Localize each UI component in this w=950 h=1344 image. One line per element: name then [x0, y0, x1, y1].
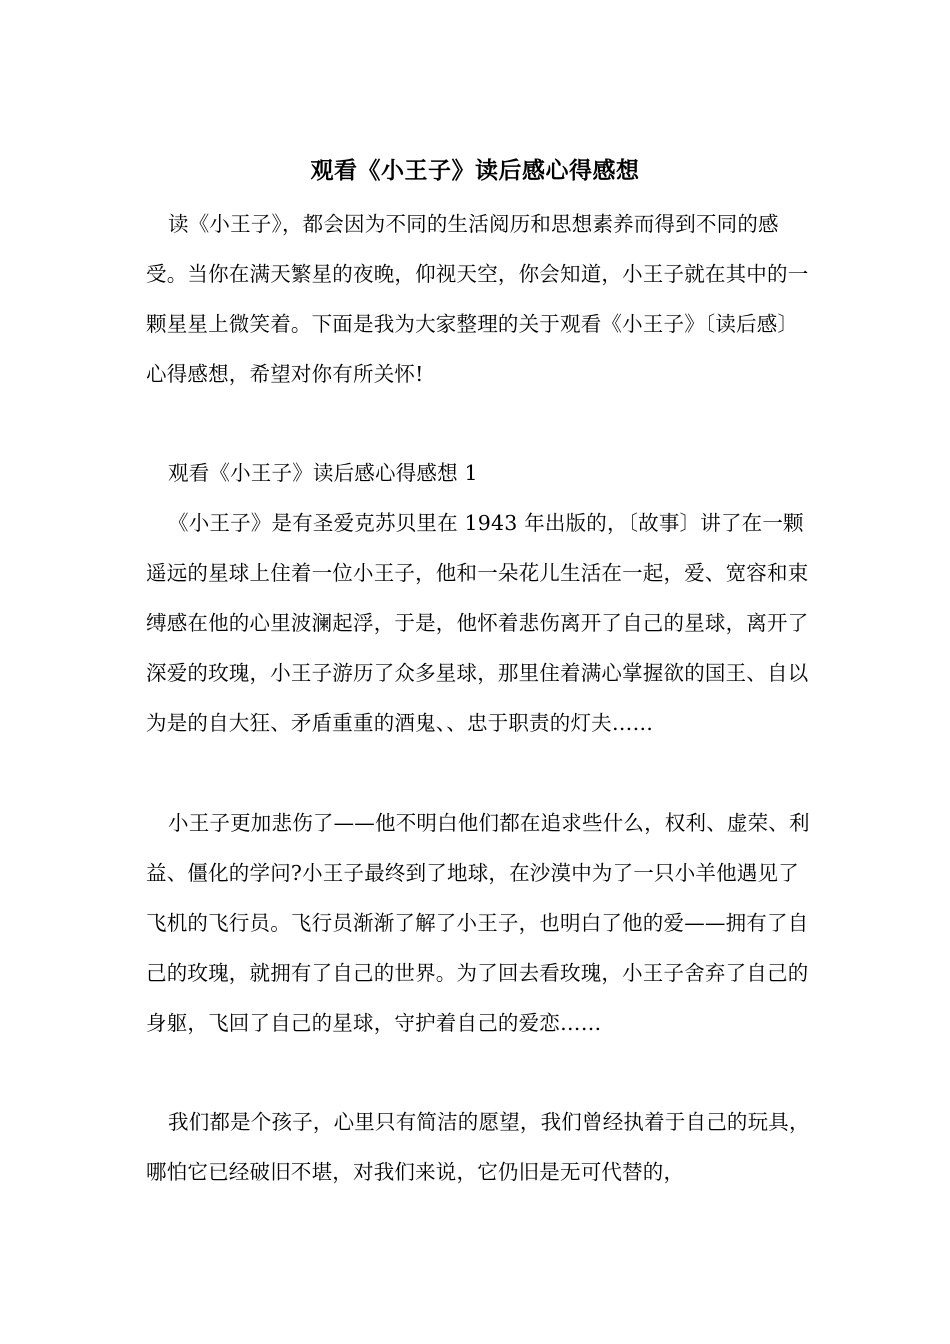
body-paragraph-1: 《小王子》是有圣爱克苏贝里在 1943 年出版的，〔故事〕讲了在一颗遥远的星球上住着一位小王子，他和一朵花儿生活在一起，爱、宽容和束缚感在他的心里波澜起浮，于是，他怀着悲伤离开了自己的星球，离开了深爱的玫瑰，小王子游历了众多星球，那里住着满心掌握欲的国王、自以为是的自大狂、矛盾重重的酒鬼、、忠于职责的灯夫…… — [146, 511, 809, 735]
section-heading: 观看《小王子》读后感心得感想 1 — [168, 461, 478, 485]
intro-paragraph: 读《小王子》，都会因为不同的生活阅历和思想素养而得到不同的感受。当你在满天繁星的夜晚，仰视天空，你会知道，小王子就在其中的一颗星星上微笑着。下面是我为大家整理的关于观看《小王子》〔读后感〕心得感想，希望对你有所关怀! — [146, 212, 809, 386]
document-title: 观看《小王子》读后感心得感想 — [310, 157, 640, 184]
body-paragraph-2: 小王子更加悲伤了——他不明白他们都在追求些什么，权利、虚荣、利益、僵化的学问?小王子最终到了地球，在沙漠中为了一只小羊他遇见了飞机的飞行员。飞行员渐渐了解了小王子，也明白了他的爱——拥有了自己的玫瑰，就拥有了自己的世界。为了回去看玫瑰，小王子舍弃了自己的身躯，飞回了自己的星球，守护着自己的爱恋…… — [146, 811, 810, 1035]
body-paragraph-3: 我们都是个孩子，心里只有简洁的愿望，我们曾经执着于自己的玩具，哪怕它已经破旧不堪，对我们来说，它仍旧是无可代替的， — [146, 1110, 810, 1184]
